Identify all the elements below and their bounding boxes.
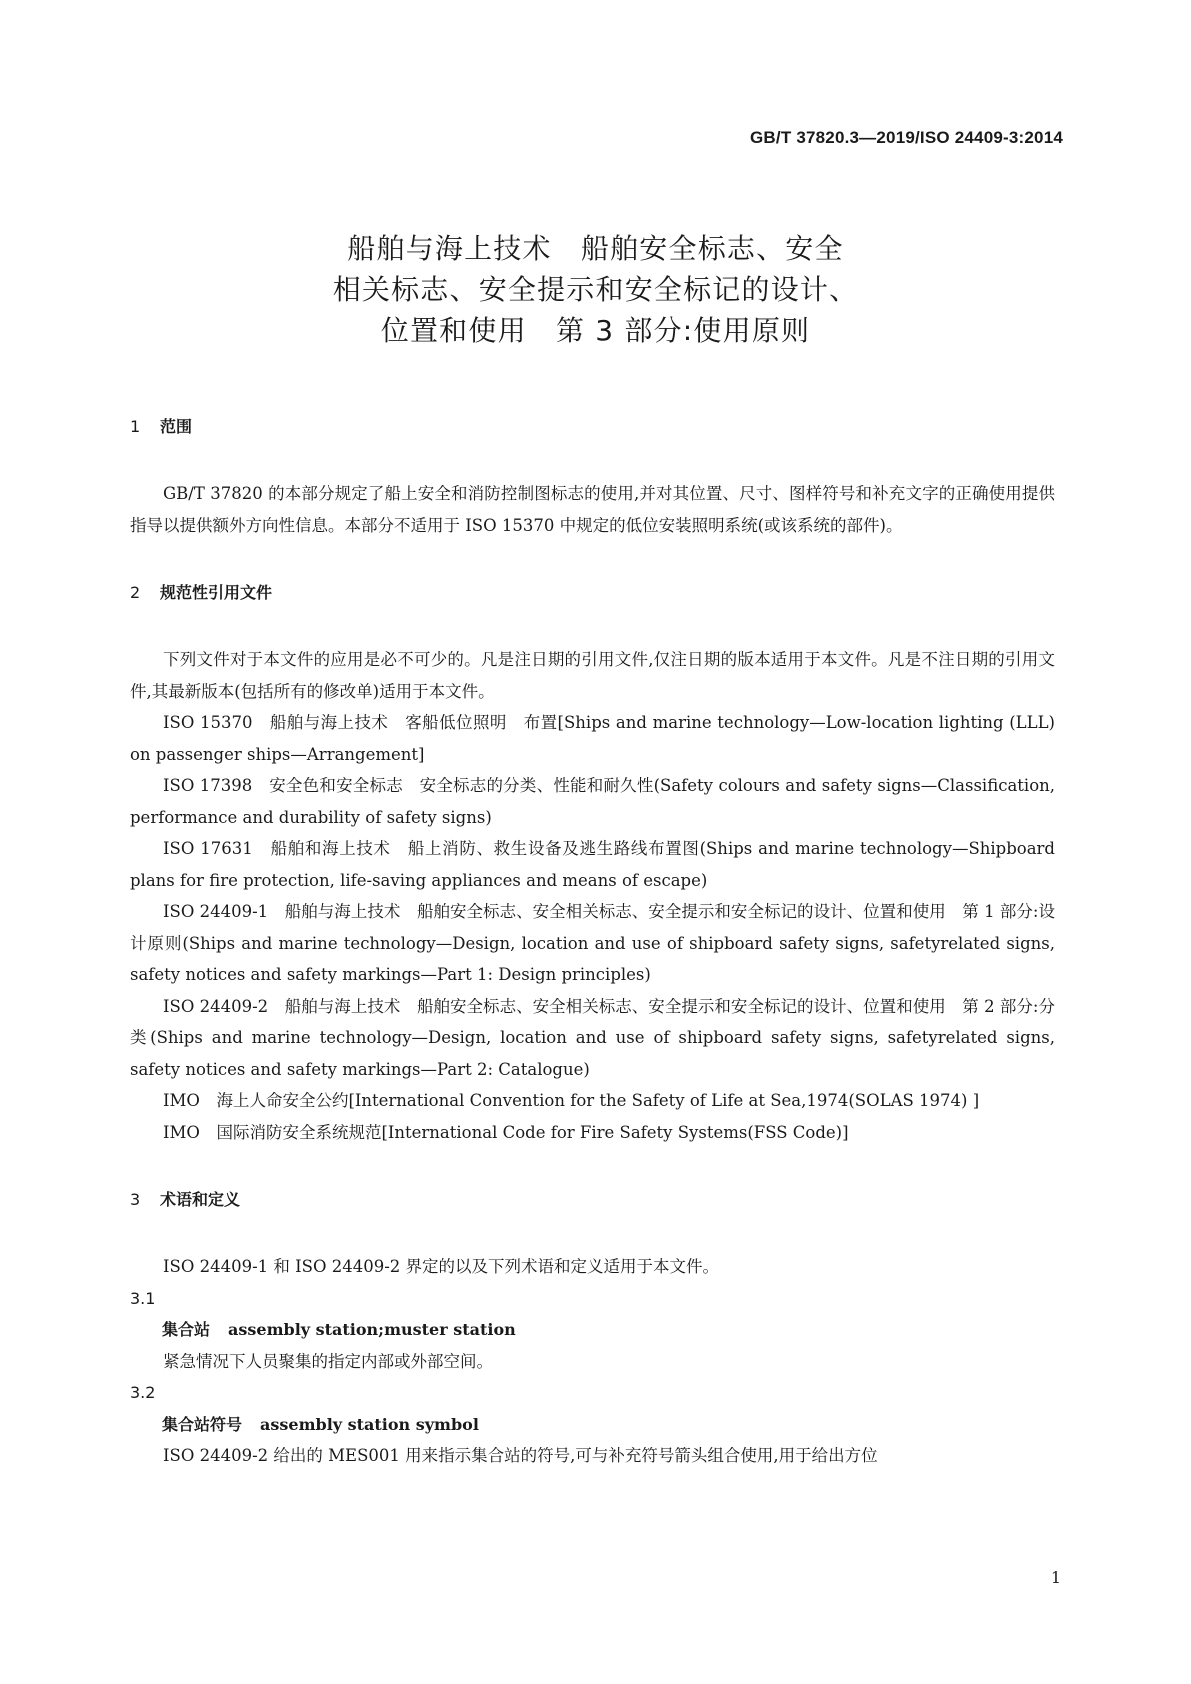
term-chinese: 集合站 (162, 1320, 211, 1339)
title-line-2: 相关标志、安全提示和安全标记的设计、 (332, 273, 859, 306)
section-2-heading (130, 581, 1055, 605)
page-number: 1 (1050, 1568, 1061, 1587)
term-number: 3.2 (130, 1383, 156, 1402)
term-number: 3.1 (130, 1288, 156, 1308)
terms-intro: ISO 24409-1 和 ISO 24409-2 界定的以及下列术语和定义适用于本文件。 (163, 1257, 720, 1276)
reference-list (130, 707, 1055, 1148)
normative-references-intro: 下列文件对于本文件的应用是必不可少的。凡是注日期的引用文件,仅注日期的版本适用于本文件。凡是不注日期的引用文件,其最新版本(包括所有的修改单)适用于本文件。 (130, 650, 1055, 701)
reference-item: ISO 24409-2 船舶与海上技术 船舶安全标志、安全相关标志、安全提示和安全标记的设计、位置和使用 第 2 部分:分类(Ships and marine technology—Design, location and use of shipboard safety signs, safetyrelated signs, safety notices and safety markings—Part 2: Catalogue) (130, 996, 1055, 1079)
section-title: 术语和定义 (160, 1190, 241, 1209)
scope-paragraph: GB/T 37820 的本部分规定了船上安全和消防控制图标志的使用,并对其位置、尺寸、图样符号和补充文字的正确使用提供指导以提供额外方向性信息。本部分不适用于 ISO 15370 中规定的低位安装照明系统(或该系统的部件)。 (130, 484, 1055, 535)
section-number: 2 (130, 583, 141, 602)
reference-item: ISO 24409-1 船舶与海上技术 船舶安全标志、安全相关标志、安全提示和安全标记的设计、位置和使用 第 1 部分:设计原则(Ships and marine technology—Design, location and use of shipboard safety signs, safetyrelated signs, safety notices and safety markings—Part 1: Design principles) (130, 902, 1055, 984)
standard-code: GB/T 37820.3—2019/ISO 24409-3:2014 (750, 128, 1063, 147)
reference-item: IMO 海上人命安全公约[International Convention for the Safety of Life at Sea,1974(SOLAS 1974) ] (163, 1091, 980, 1110)
document-title (0, 228, 1191, 351)
term-entry (130, 1283, 1055, 1378)
reference-item: ISO 17398 安全色和安全标志 安全标志的分类、性能和耐久性(Safety colours and safety signs—Classification, performance and durability of safety signs) (130, 776, 1055, 827)
section-number: 1 (130, 417, 141, 436)
section-title: 范围 (160, 417, 193, 436)
term-english: assembly station;muster station (228, 1320, 516, 1339)
term-definition: ISO 24409-2 给出的 MES001 用来指示集合站的符号,可与补充符号箭头组合使用,用于给出方位 (163, 1446, 878, 1465)
term-name (130, 1409, 1055, 1441)
section-number: 3 (130, 1190, 141, 1209)
term-definition: 紧急情况下人员聚集的指定内部或外部空间。 (163, 1351, 493, 1371)
title-line-1: 船舶与海上技术 船舶安全标志、安全 (347, 232, 844, 265)
section-1-heading (130, 415, 1055, 439)
document-body (130, 415, 1055, 1472)
term-english: assembly station symbol (260, 1414, 479, 1434)
title-line-3: 位置和使用 第 3 部分:使用原则 (380, 314, 811, 347)
term-chinese: 集合站符号 (162, 1414, 243, 1434)
section-title: 规范性引用文件 (160, 583, 273, 602)
reference-item: ISO 15370 船舶与海上技术 客船低位照明 布置[Ships and marine technology—Low-location lighting (LLL) on passenger ships—Arrangement] (130, 713, 1055, 764)
term-name (130, 1314, 1055, 1346)
section-3-heading (130, 1188, 1055, 1212)
reference-item: ISO 17631 船舶和海上技术 船上消防、救生设备及逃生路线布置图(Ships and marine technology—Shipboard plans for fire protection, life-saving appliances and means of escape) (130, 839, 1055, 890)
term-entry (130, 1377, 1055, 1472)
reference-item: IMO 国际消防安全系统规范[International Code for Fire Safety Systems(FSS Code)] (163, 1122, 849, 1142)
